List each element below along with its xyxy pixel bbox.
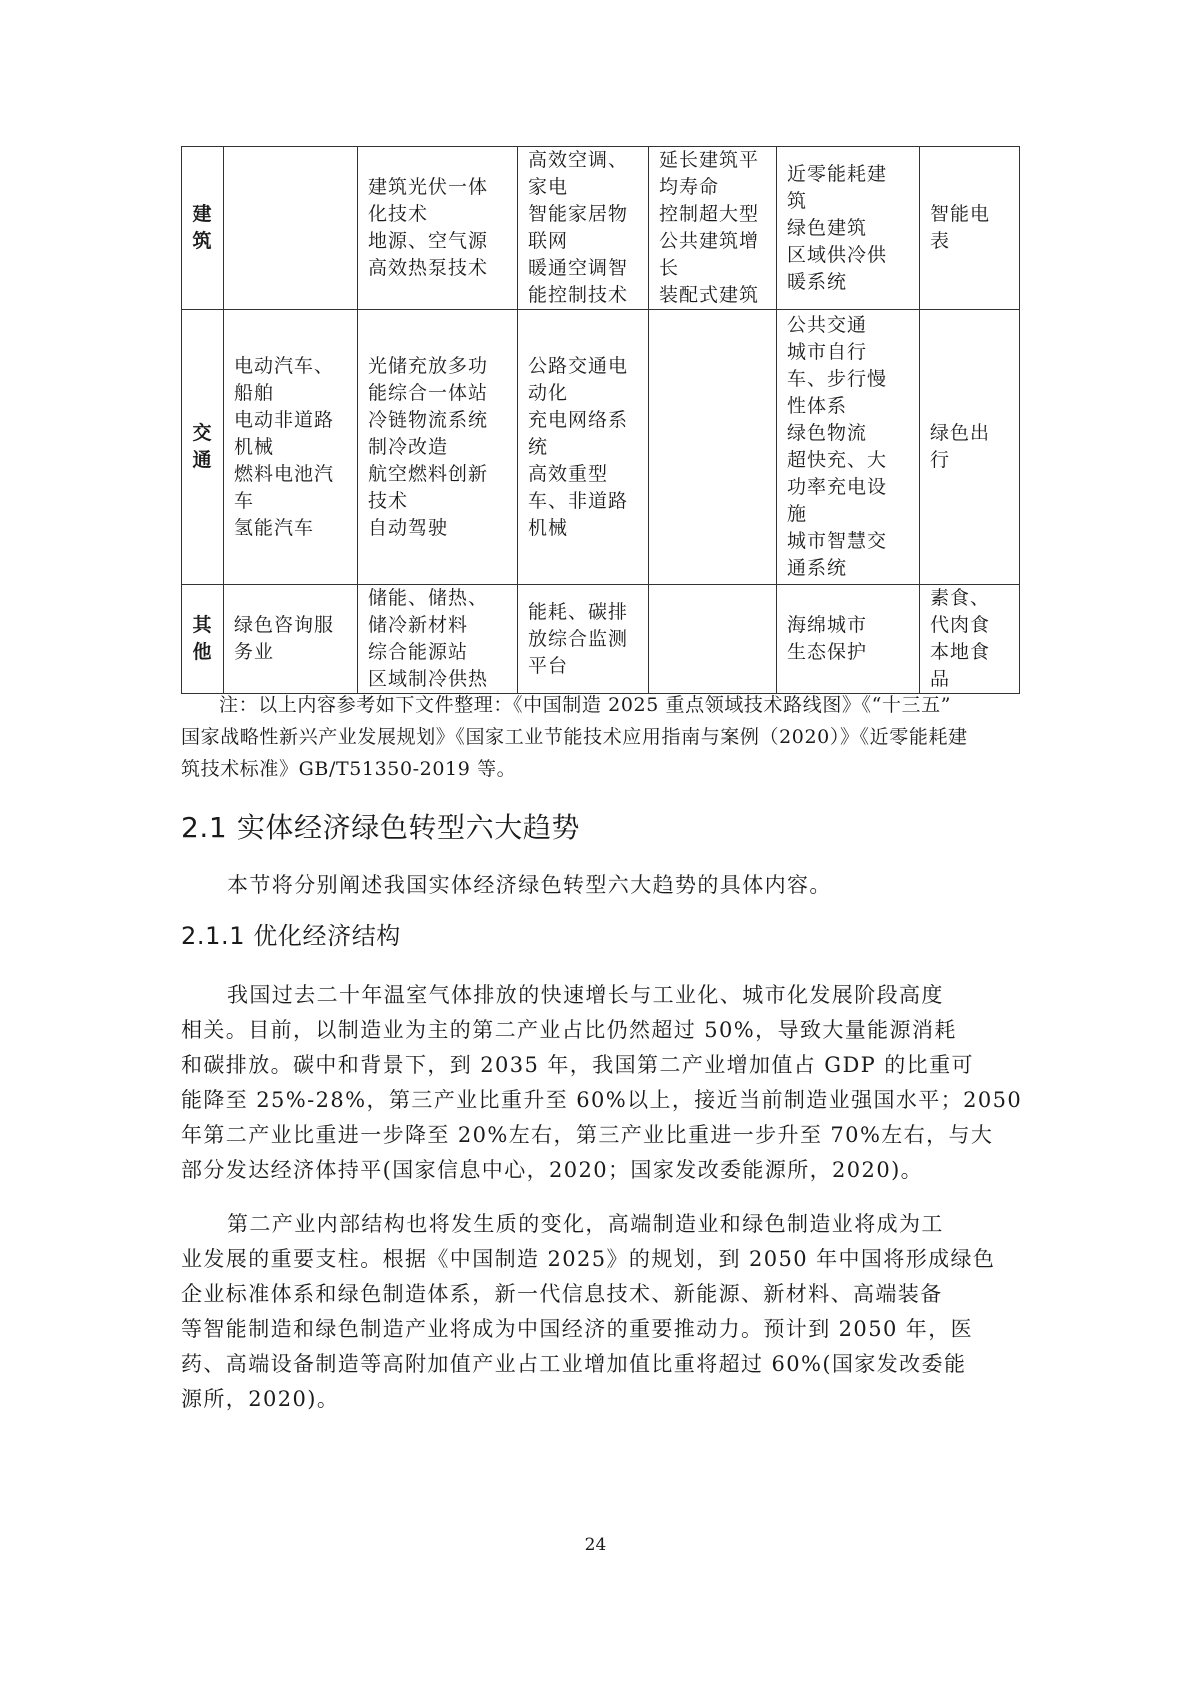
cell-line: 制冷改造 (368, 435, 449, 458)
cell-line: 通系统 (787, 557, 848, 579)
row-header (182, 310, 224, 585)
cell-line: 储冷新材料 (368, 614, 469, 636)
cell-line: 本地食 (930, 641, 991, 663)
paragraph-line: 业发展的重要支柱。根据《中国制造 2025》的规划，到 2050 年中国将形成绿色 (181, 1247, 996, 1271)
paragraph-line: 年第二产业比重进一步降至 20%左右，第三产业比重进一步升至 70%左右，与大 (181, 1123, 994, 1147)
cell-line: 统 (528, 435, 549, 458)
cell-line: 高效空调、 (528, 149, 629, 171)
cell-line: 机械 (234, 435, 275, 458)
cell-line: 均寿命 (659, 176, 720, 198)
cell-line: 光储充放多功 (368, 354, 489, 377)
cell-line: 平台 (528, 654, 569, 677)
cell-line: 功率充电设 (787, 476, 888, 498)
section-heading: 2.1 实体经济绿色转型六大趋势 (181, 811, 581, 844)
cell-line: 品 (930, 668, 951, 690)
row-header-char: 建 (192, 203, 213, 225)
paragraph-line: 本节将分别阐述我国实体经济绿色转型六大趋势的具体内容。 (227, 873, 832, 897)
cell-line: 能综合一体站 (368, 381, 489, 404)
cell-line: 高效重型 (528, 462, 609, 485)
paragraph-1 (181, 978, 1023, 1188)
cell-line: 地源、空气源 (368, 230, 489, 252)
table-row (182, 147, 1020, 310)
cell-line: 区域制冷供热 (368, 668, 489, 690)
row-header-char: 他 (192, 641, 213, 663)
cell-line: 电动非道路 (234, 408, 335, 431)
cell-line: 城市智慧交 (787, 530, 888, 552)
row-header (182, 585, 224, 694)
paragraph-line: 我国过去二十年温室气体排放的快速增长与工业化、城市化发展阶段高度 (227, 983, 944, 1007)
cell-line: 综合能源站 (368, 641, 469, 663)
paragraph-line: 等智能制造和绿色制造产业将成为中国经济的重要推动力。预计到 2050 年，医 (181, 1317, 973, 1341)
cell-line: 能控制技术 (528, 284, 629, 306)
cell-line: 车、步行慢 (787, 368, 888, 390)
cell-line: 代肉食 (930, 614, 991, 636)
note-line: 国家战略性新兴产业发展规划》《国家工业节能技术应用指南与案例（2020）》《近零能耗建 (181, 726, 968, 748)
cell-line: 绿色咨询服 (234, 614, 335, 636)
table-cell (920, 147, 1020, 310)
subsection-heading: 2.1.1 优化经济结构 (181, 922, 401, 950)
cell-line: 延长建筑平 (659, 149, 760, 171)
cell-line: 能耗、碳排 (528, 600, 629, 623)
cell-line: 航空燃料创新 (368, 462, 489, 485)
row-header-char: 通 (192, 449, 213, 471)
row-header-char: 交 (192, 422, 213, 444)
note-line: 筑技术标准》GB/T51350-2019 等。 (181, 758, 517, 780)
table-cell (920, 310, 1020, 585)
paragraph-line: 部分发达经济体持平(国家信息中心，2020；国家发改委能源所，2020)。 (181, 1158, 924, 1182)
cell-line: 筑 (787, 189, 808, 212)
cell-line: 暖系统 (787, 270, 848, 293)
cell-line: 储能、储热、 (368, 587, 489, 609)
cell-line: 技术 (368, 489, 409, 512)
cell-line: 绿色建筑 (787, 216, 868, 239)
technology-table (181, 146, 1020, 694)
cell-line: 船舶 (234, 381, 275, 404)
cell-line: 车、非道路 (528, 489, 629, 512)
table-cell (649, 310, 777, 585)
cell-line: 建筑光伏一体 (368, 176, 489, 198)
cell-line: 公共建筑增 (659, 230, 760, 252)
cell-line: 生态保护 (787, 641, 868, 663)
cell-line: 公路交通电 (528, 354, 629, 377)
page-number: 24 (584, 1535, 607, 1555)
cell-line: 电动汽车、 (234, 354, 335, 377)
paragraph-line: 和碳排放。碳中和背景下，到 2035 年，我国第二产业增加值占 GDP 的比重可 (181, 1053, 974, 1077)
cell-line: 氢能汽车 (234, 516, 315, 539)
cell-line: 素食、 (930, 587, 991, 609)
cell-line: 绿色物流 (787, 422, 868, 444)
table-cell (358, 147, 518, 310)
cell-line: 性体系 (787, 395, 848, 417)
cell-line: 机械 (528, 516, 569, 539)
cell-line: 城市自行 (787, 341, 868, 363)
cell-line: 表 (930, 230, 951, 252)
cell-line: 暖通空调智 (528, 257, 629, 279)
cell-line: 绿色出 (930, 422, 991, 444)
table-row (182, 585, 1020, 694)
cell-line: 海绵城市 (787, 614, 868, 636)
paragraph-line: 源所，2020)。 (181, 1387, 340, 1411)
paragraph-line: 第二产业内部结构也将发生质的变化，高端制造业和绿色制造业将成为工 (227, 1212, 944, 1236)
table-cell (358, 585, 518, 694)
table-cell (358, 310, 518, 585)
table-cell (518, 585, 649, 694)
cell-line: 车 (234, 489, 255, 512)
note-line: 注：以上内容参考如下文件整理：《中国制造 2025 重点领域技术路线图》《“十三五” (219, 694, 952, 716)
table-cell (649, 147, 777, 310)
table-cell (777, 310, 920, 585)
cell-line: 燃料电池汽 (234, 462, 335, 485)
cell-line: 充电网络系 (528, 408, 629, 431)
table-cell (518, 310, 649, 585)
table-cell (777, 585, 920, 694)
cell-line: 自动驾驶 (368, 516, 449, 539)
table-cell (518, 147, 649, 310)
cell-line: 控制超大型 (659, 203, 760, 225)
row-header-char: 筑 (192, 230, 213, 252)
cell-line: 近零能耗建 (787, 162, 888, 185)
table-cell (777, 147, 920, 310)
cell-line: 行 (930, 449, 951, 471)
cell-line: 高效热泵技术 (368, 257, 489, 279)
table-cell (224, 147, 358, 310)
intro-paragraph (181, 868, 1019, 903)
row-header-char: 其 (192, 614, 213, 636)
cell-line: 化技术 (368, 203, 429, 225)
paragraph-line: 企业标准体系和绿色制造体系，新一代信息技术、新能源、新材料、高端装备 (181, 1282, 943, 1306)
paragraph-2 (181, 1207, 1019, 1417)
cell-line: 区域供冷供 (787, 243, 888, 266)
table-cell (224, 310, 358, 585)
table-note (181, 689, 1019, 785)
table-cell (920, 585, 1020, 694)
cell-line: 智能电 (930, 203, 991, 225)
table-cell (224, 585, 358, 694)
cell-line: 家电 (528, 176, 569, 198)
cell-line: 长 (659, 257, 680, 279)
cell-line: 装配式建筑 (659, 284, 760, 306)
cell-line: 冷链物流系统 (368, 408, 489, 431)
paragraph-line: 相关。目前，以制造业为主的第二产业占比仍然超过 50%，导致大量能源消耗 (181, 1018, 957, 1042)
cell-line: 放综合监测 (528, 627, 629, 650)
cell-line: 公共交通 (787, 314, 868, 336)
paragraph-line: 能降至 25%-28%，第三产业比重升至 60%以上，接近当前制造业强国水平；2050 (181, 1088, 1023, 1112)
table-row (182, 310, 1020, 585)
cell-line: 动化 (528, 381, 569, 404)
cell-line: 务业 (234, 641, 275, 663)
row-header (182, 147, 224, 310)
cell-line: 施 (787, 503, 808, 525)
cell-line: 联网 (528, 230, 569, 252)
cell-line: 超快充、大 (787, 449, 888, 471)
paragraph-line: 药、高端设备制造等高附加值产业占工业增加值比重将超过 60%(国家发改委能 (181, 1352, 967, 1376)
table-cell (649, 585, 777, 694)
cell-line: 智能家居物 (528, 203, 629, 225)
